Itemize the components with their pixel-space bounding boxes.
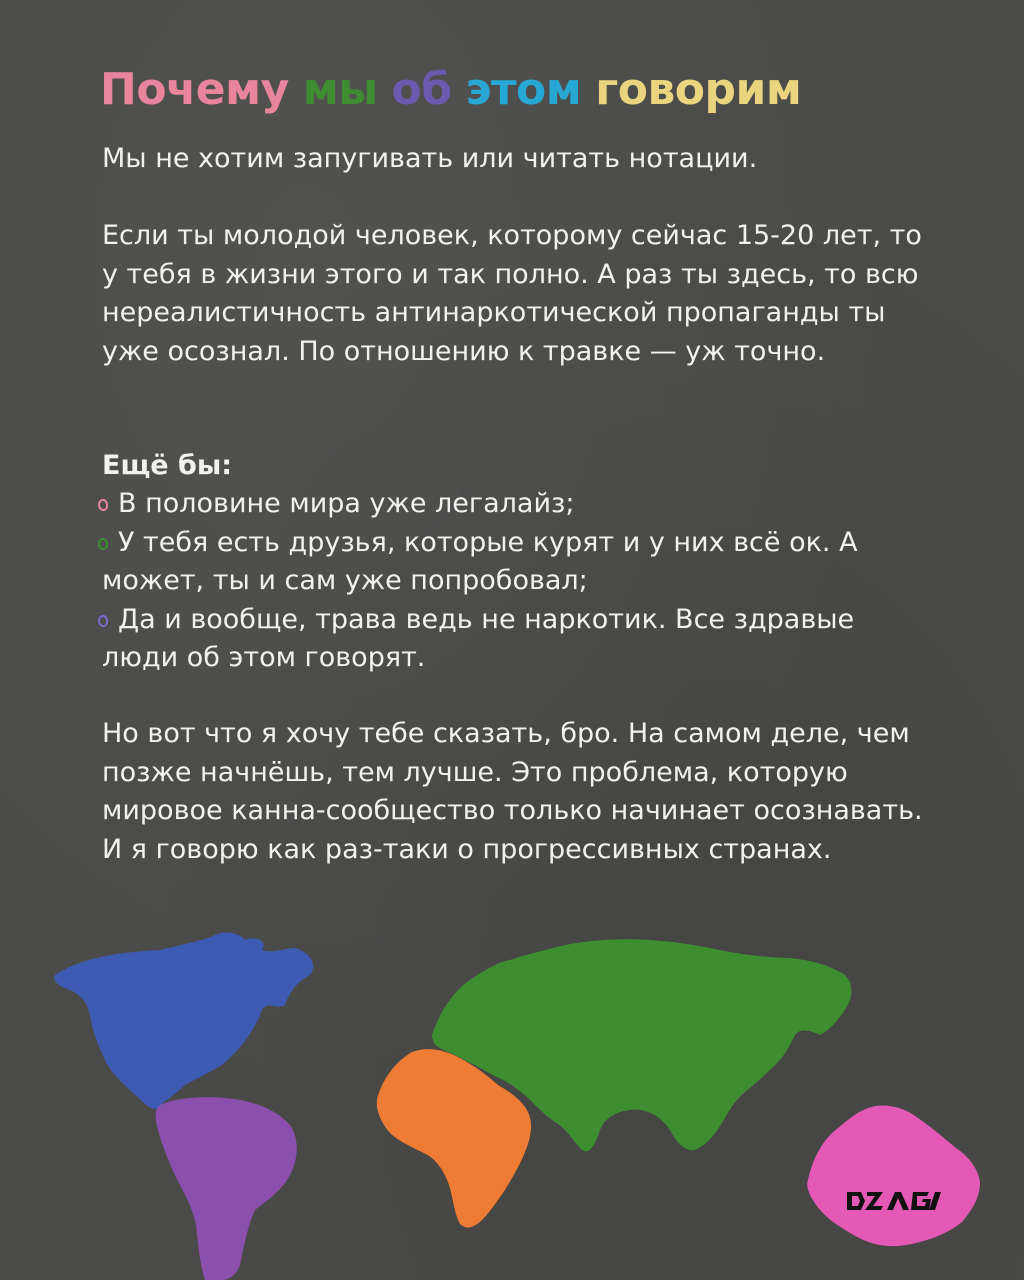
title-word-4: этом: [465, 64, 582, 115]
dzagi-logo-icon: [843, 1186, 953, 1216]
list-item: [102, 485, 932, 524]
title-word-2: мы: [302, 64, 378, 115]
drop-bullet-icon: [98, 615, 108, 627]
brand-logo: [843, 1186, 953, 1223]
list-item-text: В половине мира уже легалайз;: [118, 488, 575, 519]
south-america-shape: [156, 1097, 297, 1280]
page-title: [100, 64, 815, 115]
list-item-text: Да и вообще, трава ведь не наркотик. Все здравые люди об этом говорят.: [102, 603, 855, 673]
list-item: [102, 601, 932, 678]
intro-paragraph: Мы не хотим запугивать или читать нотации.: [102, 143, 758, 174]
world-map-illustration: [0, 920, 1024, 1280]
title-word-1: Почему: [100, 64, 289, 115]
title-word-3: об: [391, 64, 452, 115]
list-item: [102, 524, 932, 601]
flower-bullet-icon: [98, 499, 108, 511]
list-item-text: У тебя есть друзья, которые курят и у них всё ок. А может, ты и сам уже попробовал;: [102, 526, 858, 596]
title-word-5: говорим: [595, 64, 802, 115]
leaf-bullet-icon: [98, 538, 108, 550]
north-america-shape: [54, 933, 313, 1109]
list-heading: Ещё бы:: [102, 450, 233, 481]
reasons-list: [102, 485, 932, 678]
teen-paragraph: Если ты молодой человек, которому сейчас 15-20 лет, то у тебя в жизни этого и так полно. А раз ты здесь, то всю нереалистичность антинаркотической пропаганды ты уже осознал. По отношению к травке — уж точно.: [102, 220, 922, 367]
australia-shape: [807, 1106, 980, 1247]
outro-paragraph: Но вот что я хочу тебе сказать, бро. На самом деле, чем позже начнёшь, тем лучше. Это проблема, которую мировое канна-сообщество только начинает осознавать. И я говорю как раз-таки о прогрессивных странах.: [102, 718, 923, 865]
